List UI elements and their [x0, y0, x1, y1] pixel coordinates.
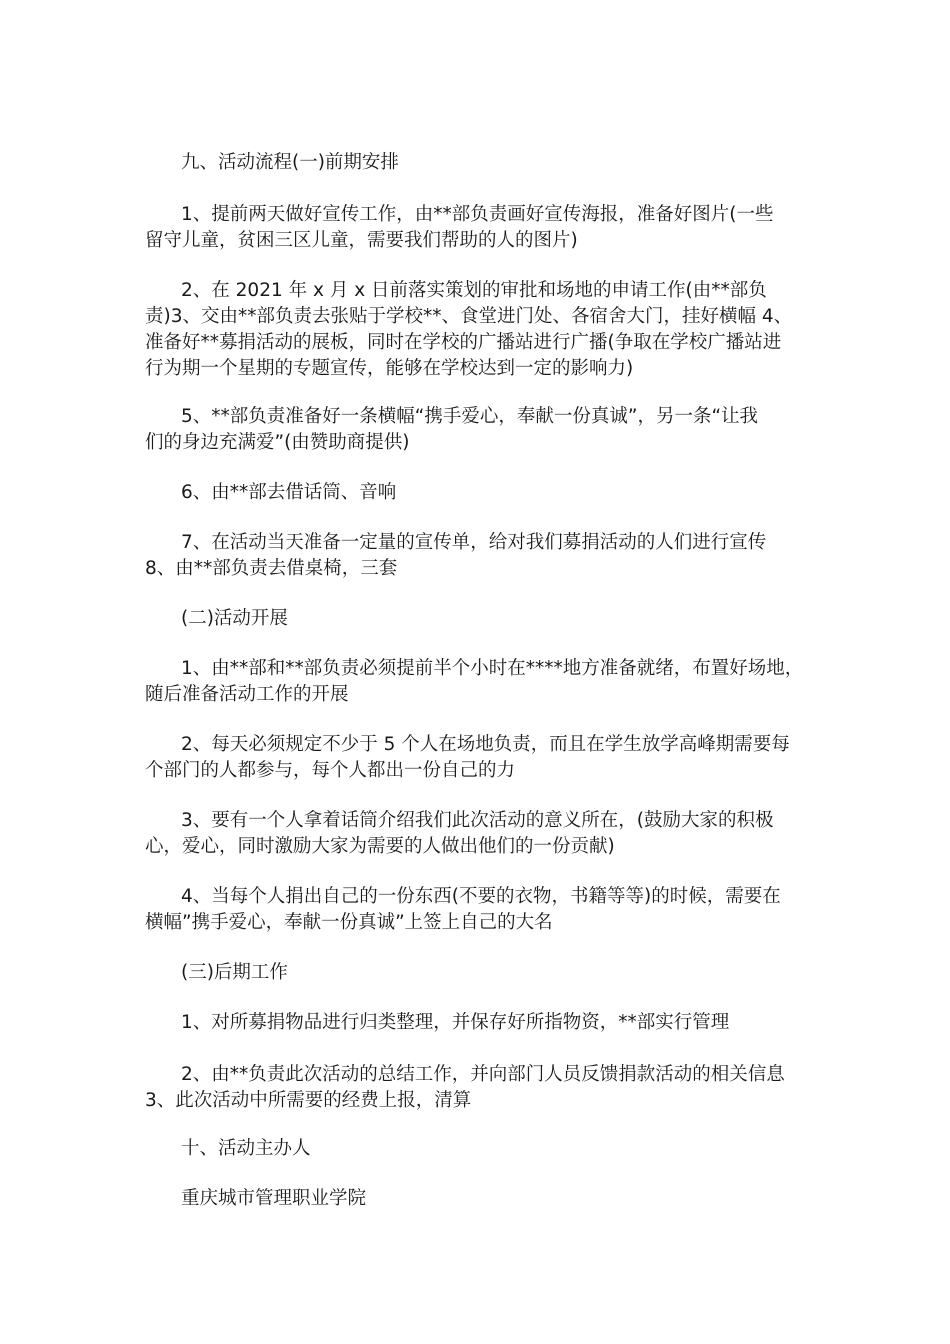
- paragraph-line: 4、当每个人捐出自己的一份东西(不要的衣物，书籍等等)的时候，需要在: [181, 886, 781, 907]
- paragraph-act-3: [145, 808, 813, 860]
- paragraph-line: 3、要有一个人拿着话筒介绍我们此次活动的意义所在，(鼓励大家的积极: [181, 810, 774, 831]
- paragraph-line: 2、在 2021 年 x 月 x 日前落实策划的审批和场地的申请工作(由**部负: [181, 280, 767, 301]
- paragraph-prep-5: [145, 404, 813, 456]
- paragraph-line: 2、由**负责此次活动的总结工作，并向部门人员反馈捐款活动的相关信息: [181, 1064, 785, 1085]
- paragraph-post-2: [145, 1062, 813, 1114]
- paragraph-post-1: [145, 1010, 813, 1036]
- heading-text: 十、活动主办人: [181, 1138, 311, 1159]
- paragraph-act-2: [145, 732, 813, 784]
- paragraph-prep-6: [145, 480, 813, 506]
- heading-text: (二)活动开展: [181, 608, 288, 629]
- paragraph-line: 们的身边充满爱”(由赞助商提供): [145, 432, 410, 453]
- paragraph-line: 行为期一个星期的专题宣传，能够在学校达到一定的影响力): [145, 358, 634, 379]
- paragraph-line: 1、对所募捐物品进行归类整理，并保存好所指物资，**部实行管理: [181, 1012, 730, 1033]
- paragraph-line: 横幅”携手爱心，奉献一份真诚”上签上自己的大名: [145, 912, 553, 933]
- paragraph-line: 2、每天必须规定不少于 5 个人在场地负责，而且在学生放学高峰期需要每: [181, 734, 790, 755]
- paragraph-line: 6、由**部去借话筒、音响: [181, 482, 397, 503]
- paragraph-line: 8、由**部负责去借桌椅，三套: [145, 558, 398, 579]
- section-heading-activity-execution: [145, 606, 813, 632]
- paragraph-line: 随后准备活动工作的开展: [145, 684, 349, 705]
- paragraph-prep-2: [145, 278, 813, 382]
- paragraph-line: 1、提前两天做好宣传工作，由**部负责画好宣传海报，准备好图片(一些: [181, 204, 774, 225]
- paragraph-line: 责)3、交由**部负责去张贴于学校**、食堂进门处、各宿舍大门，挂好横幅 4、: [145, 306, 793, 327]
- heading-text: 九、活动流程(一)前期安排: [181, 152, 399, 173]
- paragraph-line: 准备好**募捐活动的展板，同时在学校的广播站进行广播(争取在学校广播站进: [145, 332, 782, 353]
- paragraph-line: 留守儿童，贫困三区儿童，需要我们帮助的人的图片): [145, 230, 578, 251]
- section-heading-post-work: [145, 960, 813, 986]
- organizer-name: [145, 1186, 813, 1212]
- section-heading-activity-process: [145, 150, 813, 176]
- paragraph-line: 1、由**部和**部负责必须提前半个小时在****地方准备就绪，布置好场地，: [181, 658, 804, 679]
- paragraph-line: 心，爱心，同时激励大家为需要的人做出他们的一份贡献): [145, 836, 615, 857]
- paragraph-line: 3、此次活动中所需要的经费上报，清算: [145, 1090, 472, 1111]
- paragraph-line: 7、在活动当天准备一定量的宣传单，给对我们募捐活动的人们进行宣传: [181, 532, 767, 553]
- paragraph-line: 个部门的人都参与，每个人都出一份自己的力: [145, 760, 516, 781]
- paragraph-line: 重庆城市管理职业学院: [181, 1188, 367, 1209]
- paragraph-act-1: [145, 656, 813, 708]
- section-heading-organizer: [145, 1136, 813, 1162]
- paragraph-prep-7: [145, 530, 813, 582]
- heading-text: (三)后期工作: [181, 962, 288, 983]
- paragraph-prep-1: [145, 202, 813, 254]
- paragraph-line: 5、**部负责准备好一条横幅“携手爱心，奉献一份真诚”，另一条“让我: [181, 406, 759, 427]
- paragraph-act-4: [145, 884, 813, 936]
